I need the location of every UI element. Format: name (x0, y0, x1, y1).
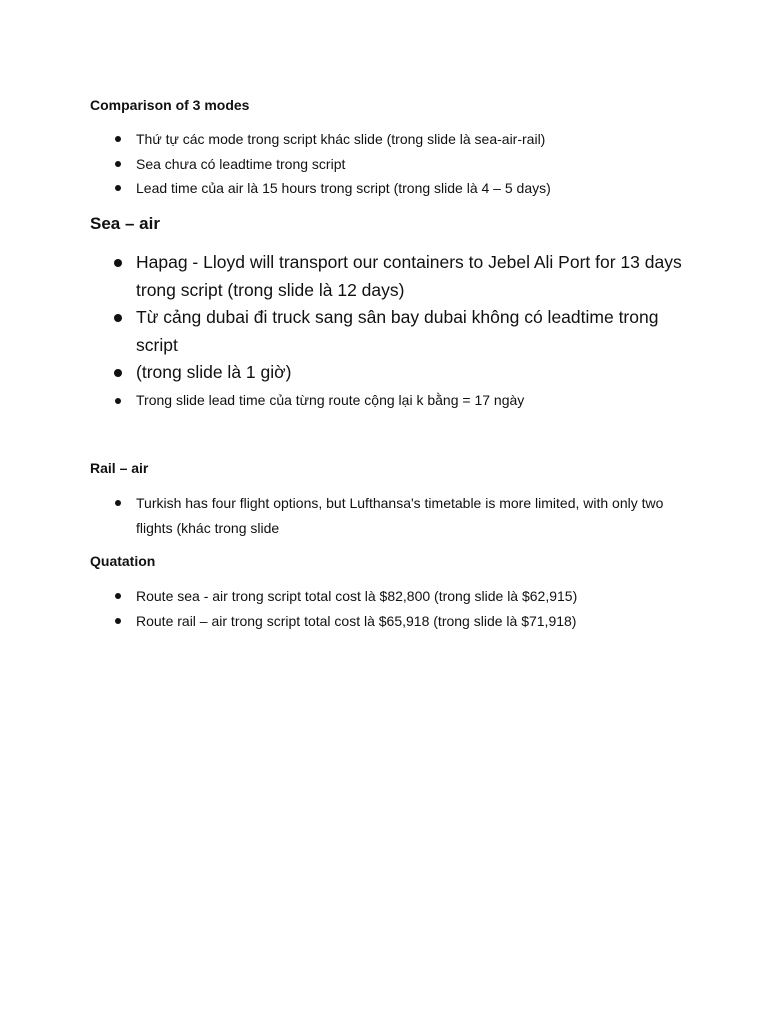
list-item: Từ cảng dubai đi truck sang sân bay dubai không có leadtime trong script (90, 304, 686, 359)
list-item: Turkish has four flight options, but Lufthansa's timetable is more limited, with only two flights (khác trong slide (90, 491, 670, 540)
sea-air-list (90, 249, 686, 414)
comparison-list (90, 127, 690, 201)
list-item: Route rail – air trong script total cost là $65,918 (trong slide là $71,918) (90, 609, 690, 634)
sea-air-heading: Sea – air (90, 214, 160, 233)
rail-air-heading: Rail – air (90, 460, 149, 476)
rail-air-list (90, 491, 670, 540)
comparison-heading: Comparison of 3 modes (90, 97, 250, 113)
list-item: Trong slide lead time của từng route cộng lại k bằng = 17 ngày (90, 387, 686, 414)
list-item: Hapag - Lloyd will transport our containers to Jebel Ali Port for 13 days trong script (trong slide là 12 days) (90, 249, 686, 304)
list-item: Thứ tự các mode trong script khác slide (trong slide là sea-air-rail) (90, 127, 690, 152)
list-item: (trong slide là 1 giờ) (90, 359, 686, 387)
list-item: Route sea - air trong script total cost là $82,800 (trong slide là $62,915) (90, 584, 690, 609)
quotation-heading: Quatation (90, 553, 156, 569)
quotation-list (90, 584, 690, 633)
list-item: Lead time của air là 15 hours trong script (trong slide là 4 – 5 days) (90, 176, 690, 201)
list-item: Sea chưa có leadtime trong script (90, 152, 690, 177)
